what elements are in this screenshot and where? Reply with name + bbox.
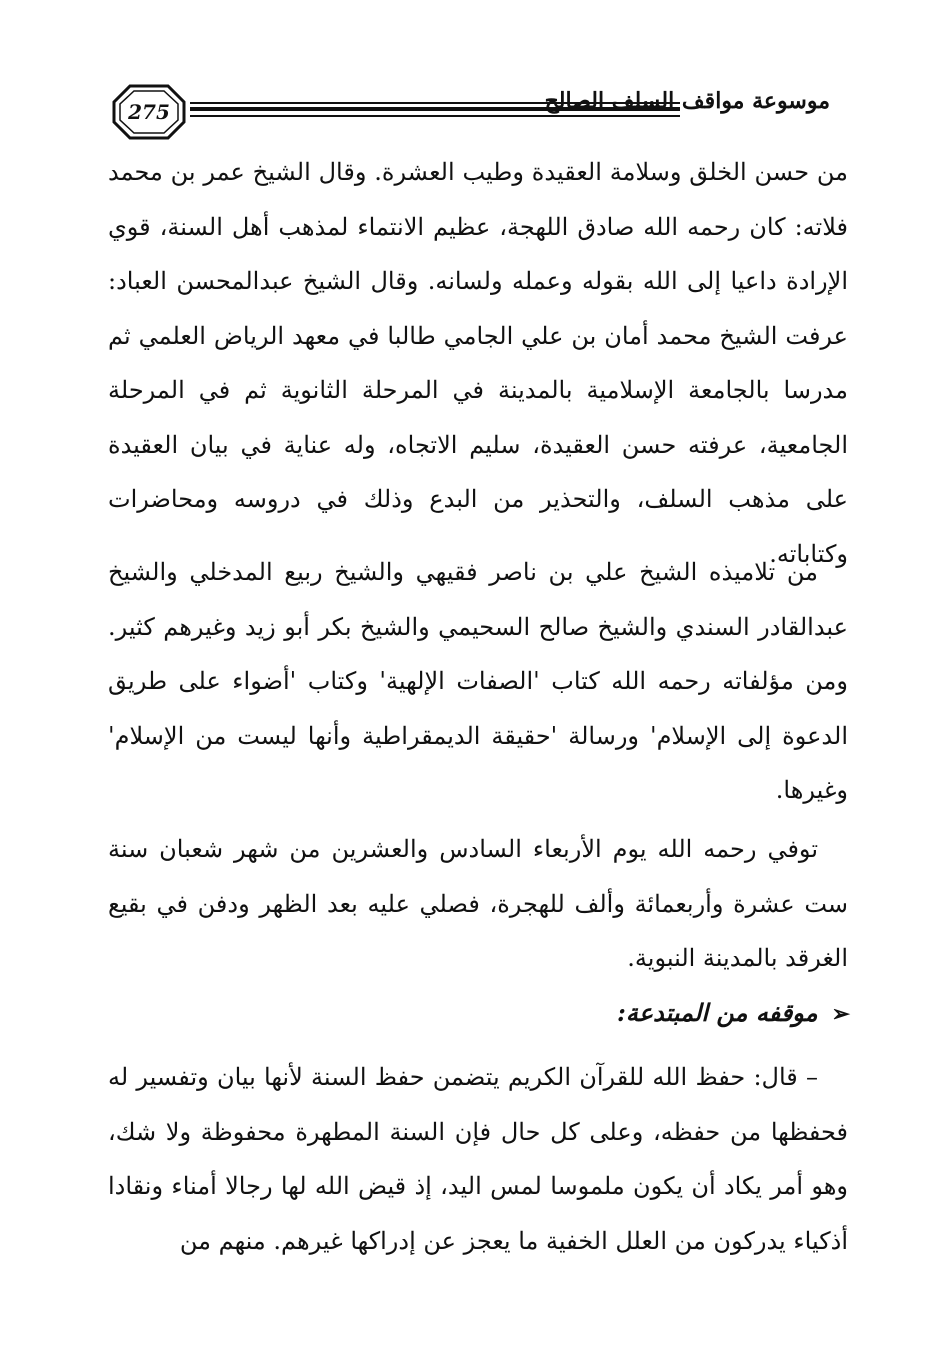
page-number-badge: [110, 82, 188, 142]
section-heading-text: موقفه من المبتدعة:: [617, 998, 818, 1027]
header-rule: [190, 115, 680, 117]
paragraph: [108, 545, 848, 818]
section-heading: [560, 998, 850, 1027]
paragraph-text: توفي رحمه الله يوم الأربعاء السادس والعشرين من شهر شعبان سنة ست عشرة وأربعمائة وألف للهجرة، فصلي عليه بعد الظهر ودفن في بقيع الغرقد بالمدينة النبوية.: [108, 835, 848, 972]
page-header: [110, 82, 830, 144]
book-title: موسوعة مواقف السلف الصالح: [544, 88, 830, 114]
paragraph-text: من تلاميذه الشيخ علي بن ناصر فقيهي والشيخ ربيع المدخلي والشيخ عبدالقادر السندي والشيخ صالح السحيمي والشيخ بكر أبو زيد وغيرهم كثير. ومن مؤلفاته رحمه الله كتاب 'الصفات الإلهية' وكتاب 'أضواء على طريق الدعوة إلى الإسلام' ورسالة 'حقيقة الديمقراطية وأنها ليست من الإسلام' وغيرها.: [108, 558, 848, 804]
paragraph: [108, 822, 848, 986]
paragraph-text: – قال: حفظ الله للقرآن الكريم يتضمن حفظ السنة لأنها بيان وتفسير له فحفظها من حفظه، وعلى كل حال فإن السنة المطهرة محفوظة ولا شك، وهو أمر يكاد أن يكون ملموسا لمس اليد، إذ قيض الله لها رجالا أمناء ونقادا أذكياء يدركون من العلل الخفية ما يعجز عن إدراكها غيرهم. منهم من: [108, 1063, 848, 1255]
page-number-text: 275: [128, 100, 170, 124]
paragraph: [108, 1050, 848, 1268]
paragraph-text: من حسن الخلق وسلامة العقيدة وطيب العشرة. وقال الشيخ عمر بن محمد فلاته: كان رحمه الله صادق اللهجة، عظيم الانتماء لمذهب أهل السنة، قوي الإرادة داعيا إلى الله بقوله وعمله ولسانه. وقال الشيخ عبدالمحسن العباد: عرفت الشيخ محمد أمان بن علي الجامي طالبا في معهد الرياض العلمي ثم مدرسا بالجامعة الإسلامية بالمدينة في المرحلة الثانوية ثم في المرحلة الجامعية، عرفته حسن العقيدة، سليم الاتجاه، وله عناية في بيان العقيدة على مذهب السلف، والتحذير من البدع وذلك في دروسه ومحاضرات وكتاباته.: [108, 158, 848, 568]
paragraph: [108, 145, 848, 581]
arrow-pointer-icon: ➢: [831, 1001, 850, 1027]
